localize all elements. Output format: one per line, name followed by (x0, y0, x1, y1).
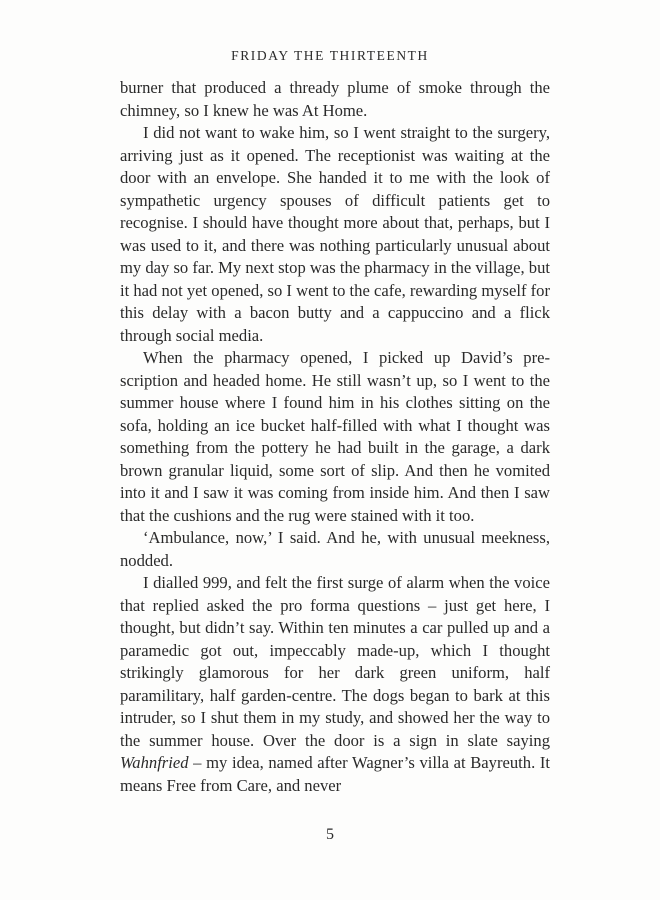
paragraph-text: When the pharmacy opened, I picked up David’s prescription and headed home. He still wasn’t up, so I went to the summer house where I found him in his clothes sitting on the sofa, holding an ice bucket half-filled with what I thought was something from the pottery he had built in the garage, a dark brown granular liquid, some sort of slip. And then he vomited into it and I saw it was coming from inside him. And then I saw that the cushions and the rug were stained with it too. (120, 348, 550, 525)
paragraph-text: ‘Ambulance, now,’ I said. And he, with unusual meekness, nodded. (120, 528, 550, 570)
paragraph-text: – my idea, named after Wagner’s villa at Bayreuth. It means Free from Care, and never (120, 753, 550, 795)
paragraph (120, 572, 550, 797)
running-head: FRIDAY THE THIRTEENTH (231, 48, 429, 63)
italic-text: Wahnfried (120, 753, 189, 772)
page-number: 5 (326, 826, 334, 843)
paragraph (120, 77, 550, 122)
paragraph-text: I did not want to wake him, so I went straight to the surgery, arriving just as it opened. The receptionist was waiting at the door with an envelope. She handed it to me with the look of sympathetic urgency spouses of difficult patients get to recognise. I should have thought more about that, perhaps, but I was used to it, and there was nothing particularly unusual about my day so far. My next stop was the pharmacy in the village, but it had not yet opened, so I went to the cafe, rewarding myself for this delay with a bacon butty and a cappuccino and a flick through social media. (120, 123, 550, 345)
paragraph (120, 347, 550, 527)
paragraph-text: I dialled 999, and felt the first surge of alarm when the voice that replied asked the pro forma questions – just get here, I thought, but didn’t say. Within ten minutes a car pulled up and a paramedic got out, impeccably made-up, which I thought strikingly glamorous for her dark green uniform, half paramilitary, half garden-centre. The dogs began to bark at this intruder, so I shut them in my study, and showed her the way to the summer house. Over the door is a sign in slate saying (120, 573, 550, 750)
paragraph (120, 122, 550, 347)
paragraph-text: burner that produced a thready plume of smoke through the chimney, so I knew he was At Home. (120, 78, 550, 120)
body-text (120, 77, 550, 797)
paragraph (120, 527, 550, 572)
